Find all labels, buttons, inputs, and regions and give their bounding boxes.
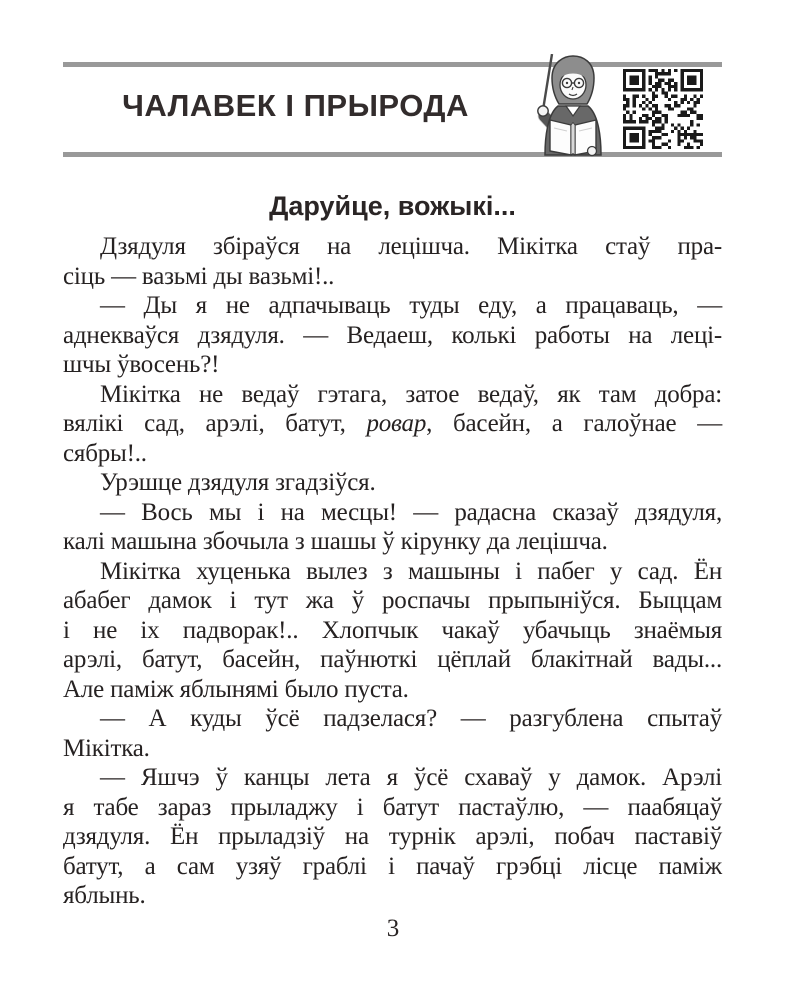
story [63,190,722,911]
header-top-rule [63,62,722,67]
qr-code-icon [623,69,703,149]
paragraph [63,704,722,763]
text-line: — Ды я не адпачываць туды еду, а працаваць, — [100,292,722,319]
story-title: Даруйце, вожыкі... [269,191,516,221]
text-line: калі машына збочыла з шашы ў кірунку да лецішча. [63,528,608,555]
text-line: абабег дамок і тут жа ў роспачы прыпыніўся. Быццам [63,587,722,614]
text-line: і не іх падворак!.. Хлопчык чакаў убачыць знаёмыя [63,616,722,644]
text-line: сіць — вазьмі ды вазьмі!.. [63,262,335,290]
paragraph [63,763,722,911]
text-line: дзядуля. Ён прыладзіў на турнік арэлі, побач паставіў [63,823,722,850]
text-line: Мікітка хуценька вылез з машыны і пабег у сад. Ён [100,557,722,585]
text-line: Але паміж яблынямі было пуста. [63,675,409,703]
paragraph [63,232,722,291]
text-line: батут, а сам узяў граблі і пачаў грэбці лісце паміж [63,852,722,880]
page-number: 3 [386,915,400,942]
text-line: вялікі сад, арэлі, батут, ровар, басейн, а галоўнае — [63,410,722,437]
section-title: ЧАЛАВЕК І ПРЫРОДА [122,88,469,123]
text-line: Мікітка не ведаў гэтага, затое ведаў, як там добра: [100,380,722,408]
paragraph [63,557,722,705]
text-line: — А куды ўсё падзелася? — разгублена спытаў [100,705,722,732]
text-line: — Вось мы і на месцы! — радасна сказаў дзядуля, [100,498,722,526]
text-line: — Яшчэ ў канцы лета я ўсё схаваў у дамок. Арэлі [100,764,722,791]
text-line: сябры!.. [63,439,147,467]
text-line: я табе зараз прыладжу і батут пастаўлю, — паабяцаў [63,793,722,821]
text-line: яблынь. [63,882,146,909]
text-line: Урэшце дзядуля згадзіўся. [100,469,376,496]
story-paragraphs [63,232,722,911]
text-line: Мікітка. [63,734,150,762]
paragraph [63,468,722,498]
paragraph [63,291,722,380]
header-bottom-rule [63,152,722,157]
text-line: арэлі, батут, басейн, паўнюткі цёплай блакітнай вады... [63,646,722,673]
teacher-with-pointer-and-book-icon [521,54,621,160]
paragraph [63,380,722,469]
paragraph [63,498,722,557]
text-line: аднекваўся дзядуля. — Ведаеш, колькі работы на леці- [63,321,722,349]
section-header-band [63,62,722,157]
text-line: шчы ўвосень?! [63,351,220,378]
text-line: Дзядуля збіраўся на лецішча. Мікітка стаў пра- [100,233,722,260]
